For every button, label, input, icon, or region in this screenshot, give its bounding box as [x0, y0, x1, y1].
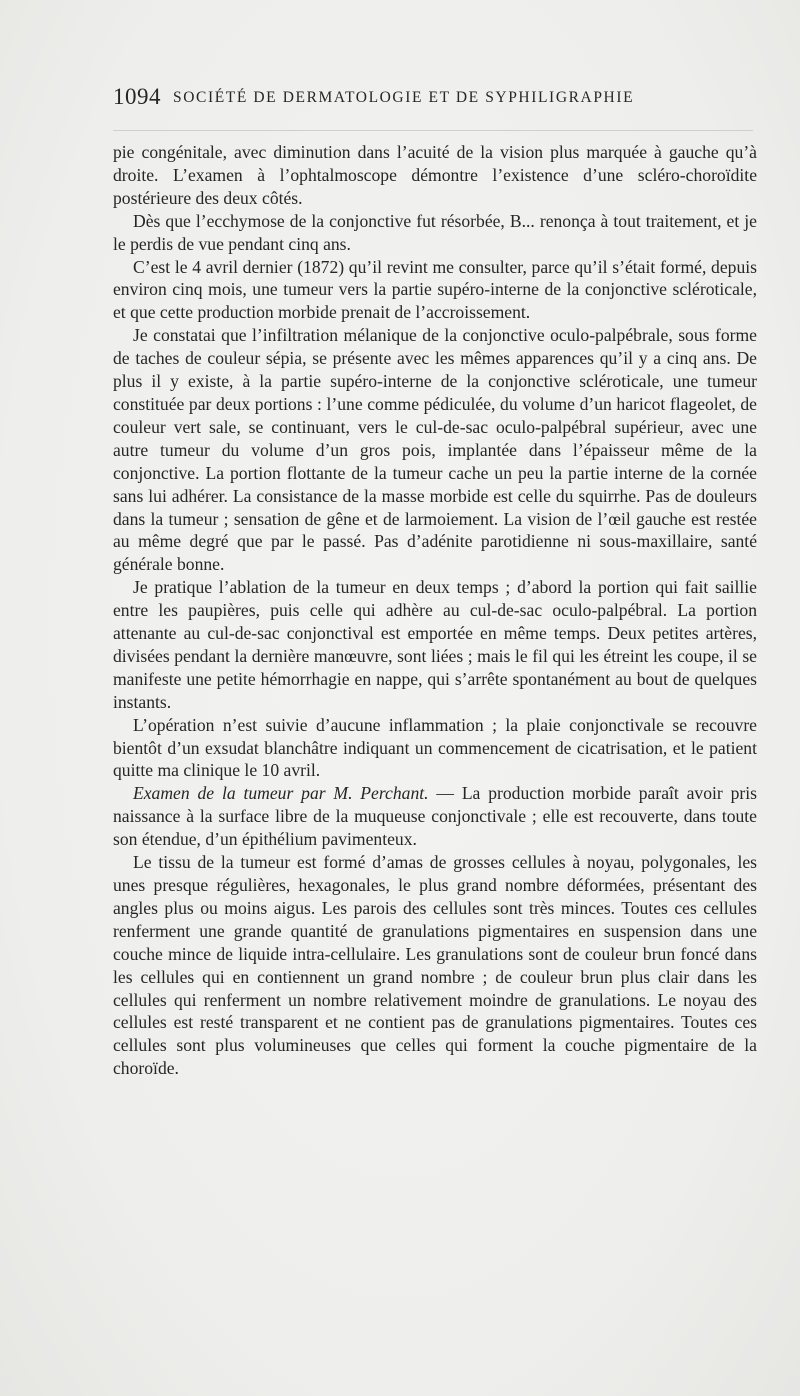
page-number: 1094: [113, 84, 161, 109]
paragraph: Dès que l’ecchymose de la conjonctive fut résorbée, B... renonça à tout traitement, et je le perdis de vue pendant cinq ans.: [113, 210, 757, 254]
body-text: [113, 141, 757, 1080]
examen-text: — La production morbide paraît avoir pris naissance à la surface libre de la muqueuse conjonctivale ; elle est recouverte, dans toute son étendue, d’un épithélium pavimenteux.: [113, 783, 757, 850]
paragraph: C’est le 4 avril dernier (1872) qu’il revint me consulter, parce qu’il s’était formé, depuis environ cinq mois, une tumeur vers la partie supéro-interne de la conjonctive scléroticale, et que cette production morbide prenait de l’accroissement.: [113, 256, 757, 323]
paragraph: L’opération n’est suivie d’aucune inflammation ; la plaie conjonctivale se recouvre bientôt d’un exsudat blanchâtre indiquant un commencement de cicatrisation, et le patient quitte ma clinique le 10 avril.: [113, 714, 757, 781]
running-head: SOCIÉTÉ DE DERMATOLOGIE ET DE SYPHILIGRAPHIE: [173, 89, 635, 106]
examen-heading: Examen de la tumeur par M. Perchant.: [133, 783, 429, 804]
paragraph: Je constatai que l’infiltration mélanique de la conjonctive oculo-palpébrale, sous forme de taches de couleur sépia, se présente avec les mêmes apparences qu’il y a cinq ans. De plus il y existe, à la partie supéro-interne de la conjonctive scléroticale, une tumeur constituée par deux portions : l’une comme pédiculée, du volume d’un haricot flageolet, de couleur vert sale, se continuant, vers le cul-de-sac oculo-palpébral supérieur, avec une autre tumeur du volume d’un gros pois, implantée dans l’épaisseur même de la conjonctive. La portion flottante de la tumeur cache un peu la partie interne de la cornée sans lui adhérer. La consistance de la masse morbide est celle du squirrhe. Pas de douleurs dans la tumeur ; sensation de gêne et de larmoiement. La vision de l’œil gauche est restée au même degré que par le passé. Pas d’adénite parotidienne ni sous-maxillaire, santé générale bonne.: [113, 325, 757, 575]
paragraph: Je pratique l’ablation de la tumeur en deux temps ; d’abord la portion qui fait saillie entre les paupières, puis celle qui adhère au cul-de-sac oculo-palpébral. La portion attenante au cul-de-sac conjonctival est emportée en même temps. Deux petites artères, divisées pendant la dernière manœuvre, sont liées ; mais le fil qui les étreint les coupe, il se manifeste une petite hémorrhagie en nappe, qui s’arrête spontanément au bout de quelques instants.: [113, 577, 757, 712]
page-header: [113, 84, 703, 120]
paragraph: Le tissu de la tumeur est formé d’amas de grosses cellules à noyau, polygonales, les unes presque régulières, hexagonales, le plus grand nombre déformées, présentant des angles plus ou moins aigus. Les parois des cellules sont très minces. Toutes ces cellules renferment une grande quantité de granulations pigmentaires en suspension dans une couche mince de liquide intra-cellulaire. Les granulations sont de couleur brun foncé dans les cellules qui en contiennent un grand nombre ; de couleur brun plus clair dans les cellules qui renferment un nombre relativement moindre de granulations. Le noyau des cellules est resté transparent et ne contient pas de granulations pigmentaires. Toutes ces cellules sont plus volumineuses que celles qui forment la couche pigmentaire de la choroïde.: [113, 852, 757, 1079]
paragraph-continued: pie congénitale, avec diminution dans l’acuité de la vision plus marquée à gauche qu’à droite. L’examen à l’ophtalmoscope démontre l’existence d’une scléro-choroïdite postérieure des deux côtés.: [113, 142, 757, 208]
header-rule: [113, 130, 753, 131]
examen-paragraph: [113, 782, 757, 851]
